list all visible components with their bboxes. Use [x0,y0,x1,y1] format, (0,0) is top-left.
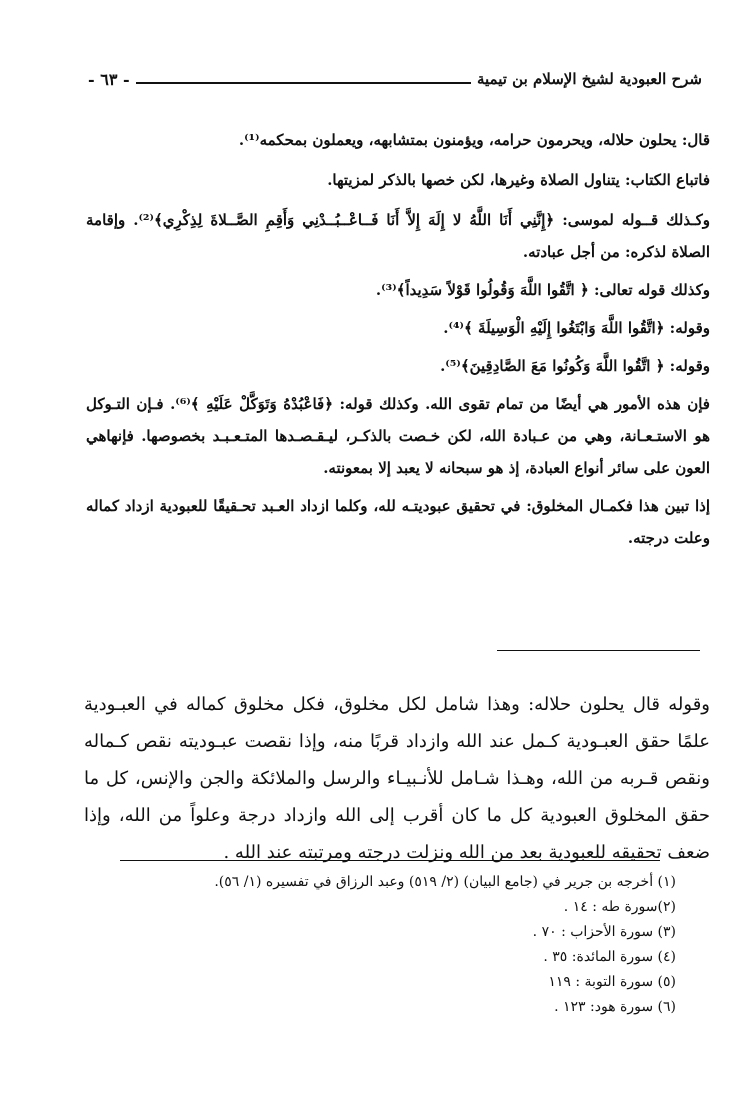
paragraph-8: إذا تبين هذا فكمـال المخلوق: في تحقيق عبوديتـه لله، وكلما ازداد العـبد تحـقيقًا للعبودية ازداد كماله وعلت درجته. [86,497,710,547]
paragraph-7: فإن هذه الأمور هي أيضًا من تمام تقوى الله. وكذلك قوله: ﴿فَاعْبُدْهُ وَتَوَكَّلْ عَلَيْهِ ﴾⁽⁶⁾. فـإن التـوكل هو الاستـعـانة، وهي من عـبادة الله، لكن خـصت بالذكـر، ليـقـصـدها المتـعـبـد بخصوصها. فإنهاهي العون على سائر أنواع العبادة، إذ هو سبحانه لا يعبد إلا بمعونته. [86,395,710,477]
paragraph-3: وكـذلك قــوله لموسى: ﴿إِنَّنِي أَنَا اللَّهُ لا إِلَهَ إِلاَّ أَنَا فَــاعْــبُــدْنِي وَأَقِمِ الصَّــلاةَ لِذِكْرِي﴾⁽²⁾. وإقامة الصلاة لذكره: من أجل عبادته. [86,211,710,261]
paragraph-4: وكذلك قوله تعالى: ﴿ اتَّقُوا اللَّهَ وَقُولُوا قَوْلاً سَدِيداً﴾⁽³⁾. [375,281,710,299]
footnote-5: (٥) سورة التوبة : ١١٩ [548,974,676,990]
footnote-4: (٤) سورة المائدة: ٣٥ . [543,949,676,965]
running-header [88,64,702,94]
paragraph-6: وقوله: ﴿ اتَّقُوا اللَّهَ وَكُونُوا مَعَ الصَّادِقِينَ﴾⁽⁵⁾. [440,357,710,375]
footnote-divider [120,860,660,861]
paragraph-1: قال: يحلون حلاله، ويحرمون حرامه، ويؤمنون بمتشابهه، ويعملون بمحكمه⁽¹⁾. [238,131,710,149]
footnote-3: (٣) سورة الأحزاب : ٧٠ . [532,924,676,940]
commentary-paragraph: وقوله قال يحلون حلاله: وهذا شامل لكل مخلوق، فكل مخلوق كماله في العبـودية علمًا حقق العبـودية كـمل عند الله وازداد قربًا منه، وإذا نقصت عبـوديته نقص كـماله ونقص قـربه من الله، وهـذا شـامل للأنـبيـاء والرسل والملائكة والجن والإنس، كل ما حقق المخلوق العبودية كل ما كان أقرب إلى الله وازداد درجة وعلواً من الله، وإذا ضعف تحقيقه للعبودية بعد من الله ونزلت درجته ومرتبته عند الله . [84,694,710,863]
footnotes [90,870,676,1020]
footnote-6: (٦) سورة هود: ١٢٣ . [554,999,676,1015]
header-rule [136,74,471,84]
footnote-2: (٢)سورة طه : ١٤ . [563,899,676,915]
page-number: - ٦٣ - [88,69,130,89]
footnote-1: (١) أخرجه بن جرير في (جامع البيان) (٢/ ٥١٩) وعبد الرزاق في تفسيره (١/ ٥٦). [214,874,676,890]
paragraph-2: فاتباع الكتاب: يتناول الصلاة وغيرها، لكن خصها بالذكر لمزيتها. [327,171,710,189]
section-divider [497,650,700,651]
running-title: شرح العبودية لشيخ الإسلام بن تيمية [476,70,702,88]
paragraph-5: وقوله: ﴿اتَّقُوا اللَّهَ وَابْتَغُوا إِلَيْهِ الْوَسِيلَةَ ﴾⁽⁴⁾. [443,319,710,337]
main-text [86,124,710,554]
